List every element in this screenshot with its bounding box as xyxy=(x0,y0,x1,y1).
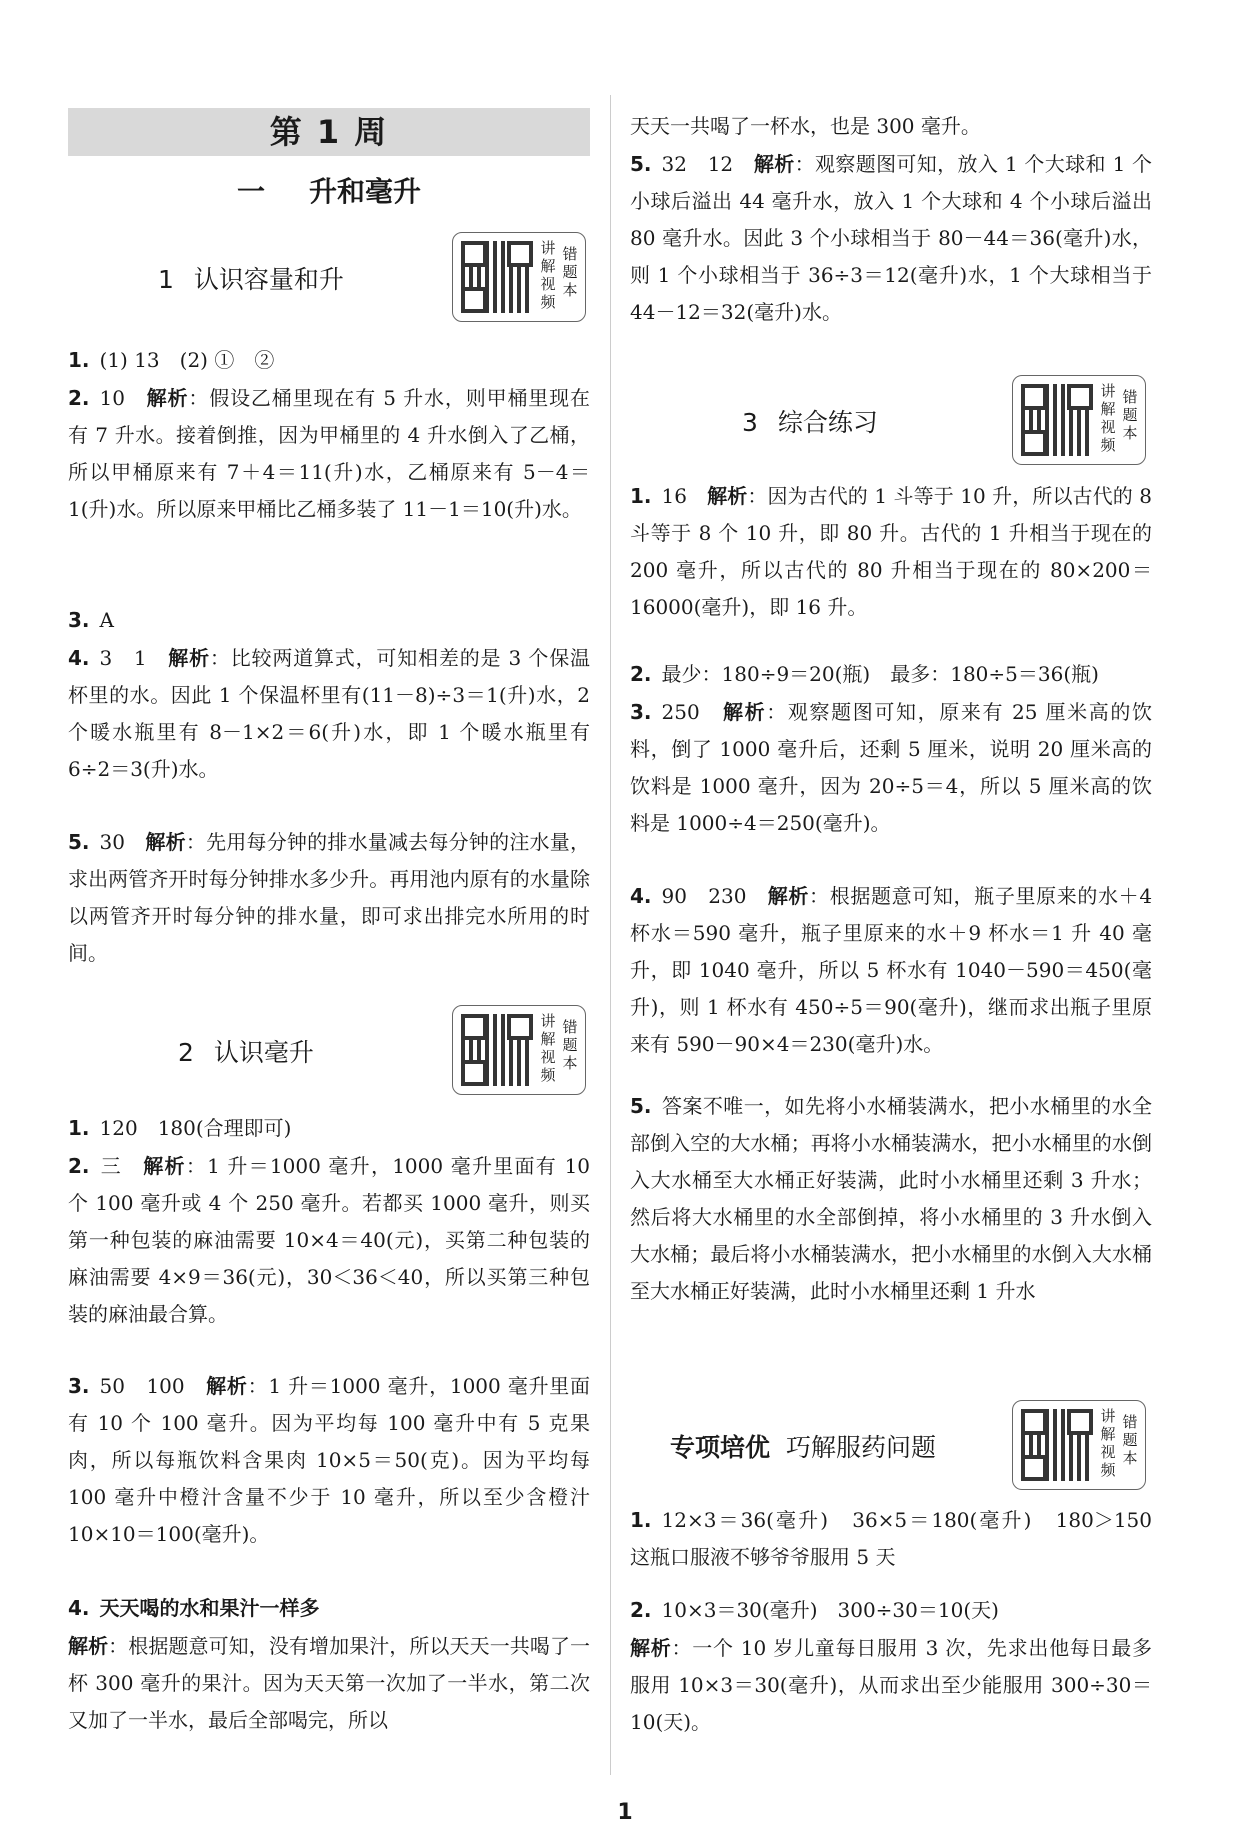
qr-label-video: 讲解视频 xyxy=(1100,382,1116,454)
answer-item: 5. 30 解析：先用每分钟的排水量减去每分钟的注水量，求出两管齐开时每分钟排水多少升。再用池内原有的水量除以两管齐开时每分钟的排水量，即可求出排完水所用的时间。 xyxy=(68,830,590,965)
answer-item: 4. 90 230 解析：根据题意可知，瓶子里原来的水＋4 杯水＝590 毫升，瓶子里原来的水＋9 杯水＝1 升 40 毫升，即 1040 毫升，所以 5 杯水有 1040－590＝450(毫升)，则 1 杯水有 450÷5＝90(毫升)，继而求出瓶子里原来有 590－90×4＝230(毫升)水。 xyxy=(630,884,1153,1056)
qr-label-video: 讲解视频 xyxy=(1100,1407,1116,1479)
answer-analysis-continued: 天天一共喝了一杯水，也是 300 毫升。 xyxy=(630,114,981,138)
unit-number: 一 xyxy=(236,175,265,208)
column-divider xyxy=(610,95,611,1775)
qr-code-icon[interactable] xyxy=(1021,384,1093,456)
answer-item: 5. 32 12 解析：观察题图可知，放入 1 个大球和 1 个小球后溢出 44 毫升水，放入 1 个大球和 4 个小球后溢出 80 毫升水。因此 3 个小球相当于 80－44＝36(毫升)水，则 1 个小球相当于 36÷3＝12(毫升)水，1 个大球相当于 44－12＝32(毫升)水。 xyxy=(630,152,1153,324)
section-title: 专项培优 巧解服药问题 xyxy=(670,1433,937,1462)
qr-code-card[interactable] xyxy=(1012,1400,1146,1490)
special-section-header xyxy=(630,1400,1152,1492)
answer-item: 2. 10 解析：假设乙桶里现在有 5 升水，则甲桶里现在有 7 升水。接着倒推，因为甲桶里的 4 升水倒入了乙桶，所以甲桶原来有 7＋4＝11(升)水，乙桶原来有 5－4＝1(升)水。所以原来甲桶比乙桶多装了 11－1＝10(升)水。 xyxy=(68,386,590,521)
answer-item: 3. A xyxy=(68,608,114,632)
qr-code-card[interactable] xyxy=(452,1005,586,1095)
answer-item: 3. 50 100 解析：1 升＝1000 毫升，1000 毫升里面有 10 个 100 毫升。因为平均每 100 毫升中有 5 克果肉，所以每瓶饮料含果肉 10×5＝50(克)。因为平均每 100 毫升中橙汁含量不少于 10 毫升，所以至少含橙汁 10×10＝100(毫升)。 xyxy=(68,1374,591,1546)
answer-item: 1. 120 180(合理即可) xyxy=(68,1116,292,1140)
answer-analysis: 解析：一个 10 岁儿童每日服用 3 次，先求出他每日最多服用 10×3＝30(毫升)，从而求出至少能服用 300÷30＝10(天)。 xyxy=(630,1636,1153,1734)
unit-title xyxy=(68,170,590,210)
answer-item: 2. 10×3＝30(毫升) 300÷30＝10(天) xyxy=(630,1598,999,1622)
qr-code-icon[interactable] xyxy=(1021,1409,1093,1481)
qr-label-video: 讲解视频 xyxy=(540,239,556,311)
section-3-header xyxy=(630,375,1152,467)
section-title: 3 综合练习 xyxy=(742,408,878,437)
qr-code-icon[interactable] xyxy=(461,1014,533,1086)
qr-label-mistakes: 错题本 xyxy=(562,245,578,299)
section-title: 1 认识容量和升 xyxy=(158,265,344,294)
section-2-header xyxy=(68,1005,590,1097)
answer-analysis: 解析：根据题意可知，没有增加果汁，所以天天一共喝了一杯 300 毫升的果汁。因为天天第一次加了一半水，第二次又加了一半水，最后全部喝完，所以 xyxy=(68,1634,591,1732)
qr-code-card[interactable] xyxy=(1012,375,1146,465)
answer-item: 3. 250 解析：观察题图可知，原来有 25 厘米高的饮料，倒了 1000 毫升后，还剩 5 厘米，说明 20 厘米高的饮料是 1000 毫升，因为 20÷5＝4，所以 5 厘米高的饮料是 1000÷4＝250(毫升)。 xyxy=(630,700,1152,835)
answer-item: 2. 最少：180÷9＝20(瓶) 最多：180÷5＝36(瓶) xyxy=(630,662,1099,686)
qr-label-video: 讲解视频 xyxy=(540,1012,556,1084)
section-1-header xyxy=(68,232,590,324)
qr-code-icon[interactable] xyxy=(461,241,533,313)
qr-label-mistakes: 错题本 xyxy=(1122,388,1138,442)
answer-item: 1. 12×3＝36(毫升) 36×5＝180(毫升) 180＞150 这瓶口服液不够爷爷服用 5 天 xyxy=(630,1508,1172,1569)
page-number: 1 xyxy=(617,1800,633,1825)
section-title: 2 认识毫升 xyxy=(178,1038,314,1067)
answer-item: 4. 3 1 解析：比较两道算式，可知相差的是 3 个保温杯里的水。因此 1 个保温杯里有(11－8)÷3＝1(升)水，2 个暖水瓶里有 8－1×2＝6(升)水，即 1 个暖水瓶里有 6÷2＝3(升)水。 xyxy=(68,646,591,781)
unit-name: 升和毫升 xyxy=(309,175,422,208)
answer-item: 1. (1) 13 (2) ① ② xyxy=(68,348,275,372)
answer-item: 2. 三 解析：1 升＝1000 毫升，1000 毫升里面有 10 个 100 毫升或 4 个 250 毫升。若都买 1000 毫升，则买第一种包装的麻油需要 10×4＝40(元)，买第二种包装的麻油需要 4×9＝36(元)，30＜36＜40，所以买第三种包装的麻油最合算。 xyxy=(68,1154,591,1326)
qr-label-mistakes: 错题本 xyxy=(562,1018,578,1072)
answer-item: 4. 天天喝的水和果汁一样多 xyxy=(68,1596,320,1620)
qr-code-card[interactable] xyxy=(452,232,586,322)
qr-label-mistakes: 错题本 xyxy=(1122,1413,1138,1467)
answer-item: 5. 答案不唯一，如先将小水桶装满水，把小水桶里的水全部倒入空的大水桶；再将小水桶装满水，把小水桶里的水倒入大水桶至大水桶正好装满，此时小水桶里还剩 3 升水；然后将大水桶里的水全部倒掉，将小水桶里的 3 升水倒入大水桶；最后将小水桶装满水，把小水桶里的水倒入大水桶至大水桶正好装满，此时小水桶里还剩 1 升水 xyxy=(630,1094,1152,1303)
answer-item: 1. 16 解析：因为古代的 1 斗等于 10 升，所以古代的 8 斗等于 8 个 10 升，即 80 升。古代的 1 升相当于现在的 200 毫升，所以古代的 80 升相当于现在的 80×200＝16000(毫升)，即 16 升。 xyxy=(630,484,1152,619)
week-title: 第 1 周 xyxy=(68,108,590,156)
